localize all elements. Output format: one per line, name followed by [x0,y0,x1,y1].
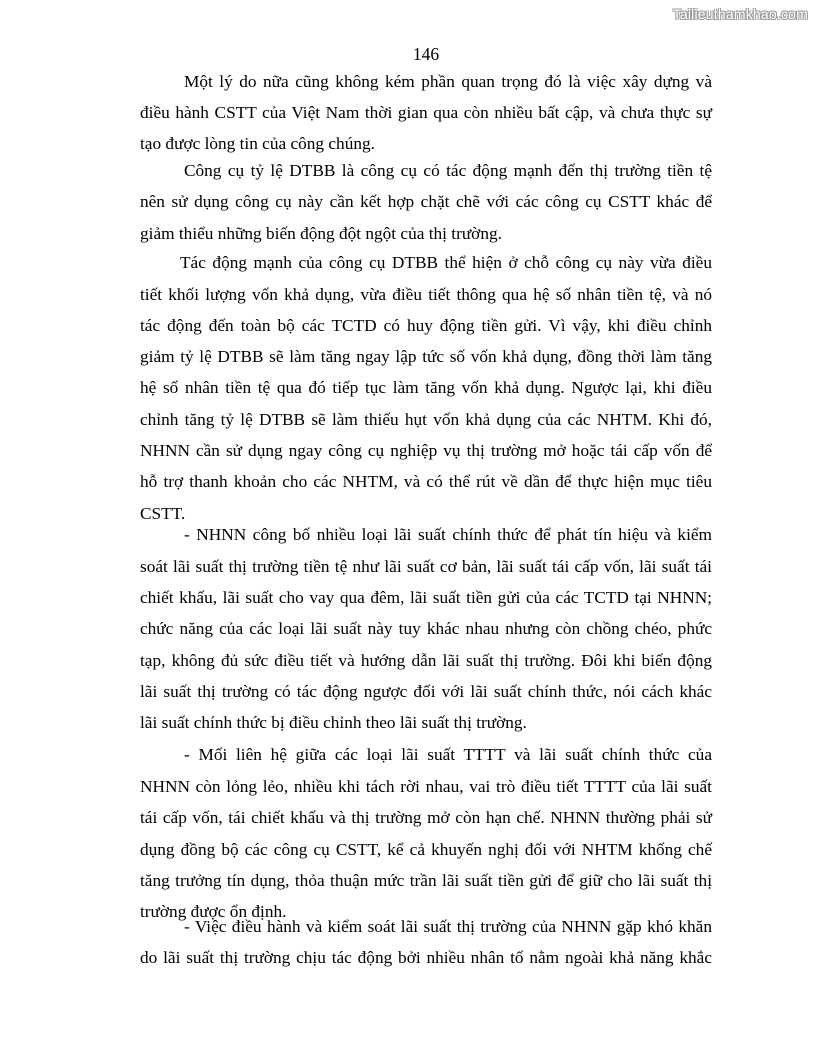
paragraph-line: - Việc điều hành và kiểm soát lãi suất thị trường của NHNN gặp khó khăn [184,917,712,936]
paragraph-line: Công cụ tỷ lệ DTBB là công cụ có tác động mạnh đến thị trường tiền tệ [184,161,712,180]
paragraph-line: chỉnh tăng tỷ lệ DTBB sẽ làm thiếu hụt vốn khả dụng của các NHTM. Khi đó, [140,410,712,429]
paragraph-line: lãi suất chính thức bị điều chỉnh theo lãi suất thị trường. [140,713,527,732]
paragraph-line: giảm thiểu những biến động đột ngột của thị trường. [140,224,502,243]
paragraph-line: Tác động mạnh của công cụ DTBB thể hiện ở chỗ công cụ này vừa điều [180,253,712,272]
paragraph-line: giảm tỷ lệ DTBB sẽ làm tăng ngay lập tức số vốn khả dụng, đồng thời làm tăng [140,347,712,366]
paragraph-line: - NHNN công bố nhiều loại lãi suất chính thức để phát tín hiệu và kiểm [184,525,712,544]
paragraph-line: NHNN còn lỏng lẻo, nhiều khi tách rời nhau, vai trò điều tiết TTTT của lãi suất [140,777,712,796]
paragraph-line: Một lý do nữa cũng không kém phần quan trọng đó là việc xây dựng và [184,72,712,91]
paragraph-line: tăng trưởng tín dụng, thỏa thuận mức trần lãi suất tiền gửi để giữ cho lãi suất thị [140,871,712,890]
page-number: 146 [412,44,440,64]
paragraph-line: điều hành CSTT của Việt Nam thời gian qua còn nhiều bất cập, và chưa thực sự [140,103,712,122]
paragraph-line: soát lãi suất thị trường tiền tệ như lãi suất cơ bản, lãi suất tái cấp vốn, lãi suất tái [140,557,712,576]
paragraph-line: tạo được lòng tin của công chúng. [140,134,375,153]
paragraph-line: tái cấp vốn, tái chiết khấu và thị trường mở còn hạn chế. NHNN thường phải sử [140,808,712,827]
paragraph-line: trường được ổn định. [140,902,287,921]
paragraph-line: tạp, không đủ sức điều tiết và hướng dẫn lãi suất thị trường. Đôi khi biến động [140,651,712,670]
paragraph-line: CSTT. [140,504,186,523]
paragraph-line: hệ số nhân tiền tệ qua đó tiếp tục làm tăng vốn khả dụng. Ngược lại, khi điều [140,378,712,397]
paragraph-line: nên sử dụng công cụ này cần kết hợp chặt chẽ với các công cụ CSTT khác để [140,192,712,211]
watermark: Tailieuthamkhao.com [672,6,808,22]
paragraph-line: hỗ trợ thanh khoản cho các NHTM, và có thể rút về dần để thực hiện mục tiêu [140,472,712,491]
paragraph-line: lãi suất thị trường có tác động ngược đối với lãi suất chính thức, nói cách khác [140,682,712,701]
paragraph-line: chức năng của các loại lãi suất này tuy khác nhau nhưng còn chồng chéo, phức [140,619,712,638]
paragraph-line: - Mối liên hệ giữa các loại lãi suất TTTT và lãi suất chính thức của [184,745,712,764]
paragraph-line: tác động đến toàn bộ các TCTD có huy động tiền gửi. Vì vậy, khi điều chỉnh [140,316,712,335]
paragraph-line: tiết khối lượng vốn khả dụng, vừa điều tiết thông qua hệ số nhân tiền tệ, và nó [140,285,712,304]
paragraph-line: chiết khấu, lãi suất cho vay qua đêm, lãi suất tiền gửi của các TCTD tại NHNN; [140,588,712,607]
paragraph-line: do lãi suất thị trường chịu tác động bởi nhiều nhân tố nằm ngoài khả năng khắc [140,948,712,967]
paragraph-line: NHNN cần sử dụng ngay công cụ nghiệp vụ thị trường mở hoặc tái cấp vốn để [140,441,712,460]
paragraph-line: dụng đồng bộ các công cụ CSTT, kể cả khuyến nghị đối với NHTM khống chế [140,840,712,859]
